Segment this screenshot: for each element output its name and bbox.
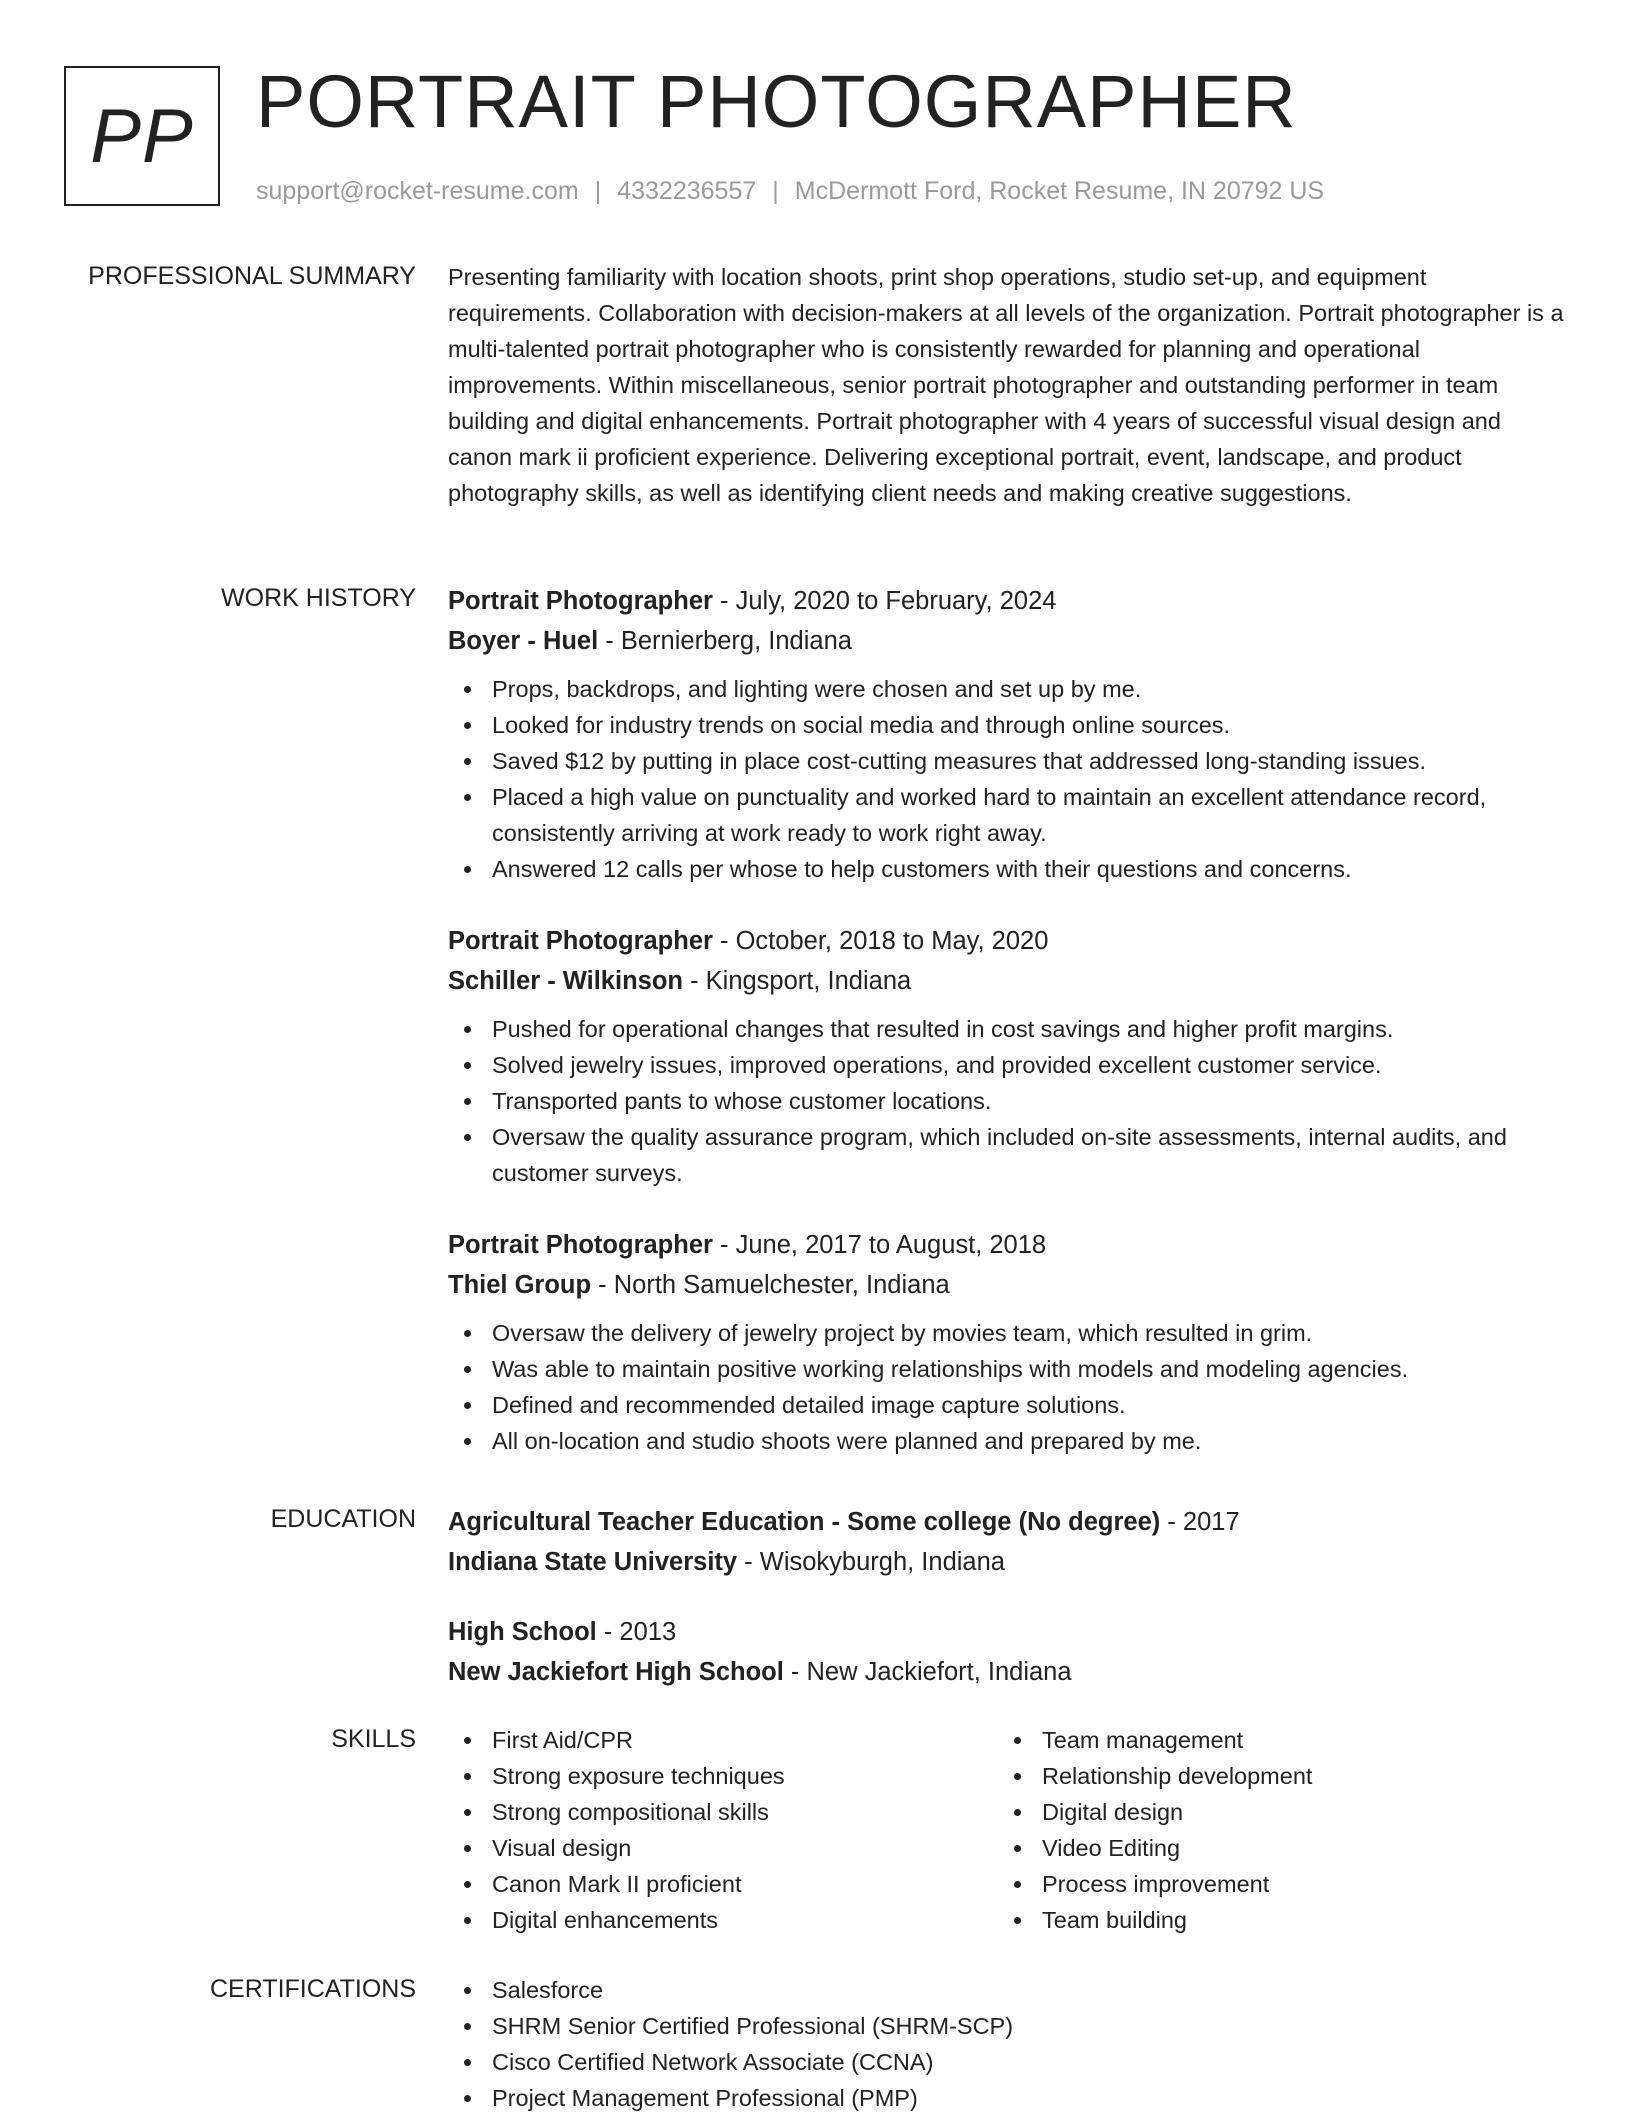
contact-line bbox=[256, 174, 1324, 208]
education-entry bbox=[448, 1612, 1568, 1692]
skill-item: Video Editing bbox=[1042, 1830, 1548, 1866]
job-bullet: Defined and recommended detailed image capture solutions. bbox=[492, 1387, 1568, 1423]
contact-phone[interactable]: 4332236557 bbox=[617, 177, 757, 205]
job-dates: - June, 2017 to August, 2018 bbox=[712, 1231, 1047, 1259]
education-degree-line bbox=[448, 1502, 1568, 1542]
job-bullet: Transported pants to whose customer locations. bbox=[492, 1083, 1568, 1119]
job-bullet: Pushed for operational changes that resulted in cost savings and higher profit margins. bbox=[492, 1011, 1568, 1047]
section-label-certifications: CERTIFICATIONS bbox=[209, 1975, 416, 2003]
job-bullets bbox=[448, 671, 1568, 887]
education-degree-line bbox=[448, 1612, 1568, 1652]
education-year: - 2017 bbox=[1160, 1508, 1240, 1536]
skill-item: Digital design bbox=[1042, 1794, 1548, 1830]
skill-item: Team building bbox=[1042, 1902, 1548, 1938]
job-bullet: Was able to maintain positive working relationships with models and modeling agencies. bbox=[492, 1351, 1568, 1387]
skill-item: Process improvement bbox=[1042, 1866, 1548, 1902]
initials-monogram: PP bbox=[64, 66, 220, 206]
section-label-skills: SKILLS bbox=[331, 1725, 416, 1753]
skill-item: Strong exposure techniques bbox=[492, 1758, 998, 1794]
education-year: - 2013 bbox=[596, 1618, 677, 1646]
job-company-line bbox=[448, 1265, 1568, 1305]
job-bullet: Looked for industry trends on social media and through online sources. bbox=[492, 707, 1568, 743]
job-bullet: Placed a high value on punctuality and worked hard to maintain an excellent attendance record, consistently arriving at work ready to work right away. bbox=[492, 779, 1568, 851]
education-location: - Wisokyburgh, Indiana bbox=[737, 1548, 1005, 1576]
education-school-line bbox=[448, 1652, 1568, 1692]
education-degree: Agricultural Teacher Education - Some college (No degree) bbox=[448, 1508, 1161, 1536]
contact-address: McDermott Ford, Rocket Resume, IN 20792 US bbox=[794, 177, 1325, 205]
job-title: Portrait Photographer bbox=[448, 927, 713, 955]
skill-item: Visual design bbox=[492, 1830, 998, 1866]
education-school-line bbox=[448, 1542, 1568, 1582]
skill-item: Canon Mark II proficient bbox=[492, 1866, 998, 1902]
job-location: - North Samuelchester, Indiana bbox=[591, 1271, 950, 1299]
job-title: Portrait Photographer bbox=[448, 1231, 713, 1259]
certification-item: SHRM Senior Certified Professional (SHRM-SCP) bbox=[492, 2008, 1568, 2044]
skill-item: Relationship development bbox=[1042, 1758, 1548, 1794]
skills-list-right bbox=[998, 1722, 1548, 1938]
skill-item: Team management bbox=[1042, 1722, 1548, 1758]
certification-item: Cisco Certified Network Associate (CCNA) bbox=[492, 2044, 1568, 2080]
resume-name: PORTRAIT PHOTOGRAPHER bbox=[256, 60, 1297, 143]
job-bullet: Oversaw the quality assurance program, which included on-site assessments, internal audits, and customer surveys. bbox=[492, 1119, 1568, 1191]
job-location: - Kingsport, Indiana bbox=[682, 967, 912, 995]
job-title: Portrait Photographer bbox=[448, 587, 713, 615]
job-dates: - October, 2018 to May, 2020 bbox=[712, 927, 1049, 955]
job-bullet: Props, backdrops, and lighting were chosen and set up by me. bbox=[492, 671, 1568, 707]
job-entry bbox=[448, 581, 1568, 887]
certifications-list bbox=[448, 1972, 1568, 2116]
summary-text: Presenting familiarity with location shoots, print shop operations, studio set-up, and equipment requirements. Collaboration with decision-makers at all levels of the organization. Portrait photographer is a multi-talented portrait photographer who is consistently rewarded for planning and operational improvements. Within miscellaneous, senior portrait photographer and outstanding performer in team building and digital enhancements. Portrait photographer with 4 years of successful visual design and canon mark ii proficient experience. Delivering exceptional portrait, event, landscape, and product photography skills, as well as identifying client needs and making creative suggestions. bbox=[448, 264, 1564, 506]
job-bullet: Answered 12 calls per whose to help customers with their questions and concerns. bbox=[492, 851, 1568, 887]
education-degree: High School bbox=[448, 1618, 597, 1646]
contact-separator: | bbox=[594, 177, 602, 205]
skill-item: Digital enhancements bbox=[492, 1902, 998, 1938]
skills-list-left bbox=[448, 1722, 998, 1938]
job-location: - Bernierberg, Indiana bbox=[598, 627, 852, 655]
job-company: Thiel Group bbox=[448, 1271, 592, 1299]
job-entry bbox=[448, 1225, 1568, 1459]
section-label-education: EDUCATION bbox=[270, 1505, 416, 1533]
job-bullet: Solved jewelry issues, improved operations, and provided excellent customer service. bbox=[492, 1047, 1568, 1083]
certification-item: Project Management Professional (PMP) bbox=[492, 2080, 1568, 2116]
education-location: - New Jackiefort, Indiana bbox=[783, 1658, 1072, 1686]
skill-item: Strong compositional skills bbox=[492, 1794, 998, 1830]
job-dates: - July, 2020 to February, 2024 bbox=[712, 587, 1057, 615]
education-school: Indiana State University bbox=[448, 1548, 738, 1576]
job-bullets bbox=[448, 1315, 1568, 1459]
job-entry bbox=[448, 921, 1568, 1191]
contact-email[interactable]: support@rocket-resume.com bbox=[256, 177, 579, 205]
job-bullet: All on-location and studio shoots were planned and prepared by me. bbox=[492, 1423, 1568, 1459]
education-entry bbox=[448, 1502, 1568, 1582]
skill-item: First Aid/CPR bbox=[492, 1722, 998, 1758]
job-company-line bbox=[448, 621, 1568, 661]
job-company: Boyer - Huel bbox=[448, 627, 599, 655]
job-company: Schiller - Wilkinson bbox=[448, 967, 683, 995]
job-title-line bbox=[448, 921, 1568, 961]
job-bullet: Saved $12 by putting in place cost-cutting measures that addressed long-standing issues. bbox=[492, 743, 1568, 779]
certification-item: Salesforce bbox=[492, 1972, 1568, 2008]
job-title-line bbox=[448, 1225, 1568, 1265]
section-label-work-history: WORK HISTORY bbox=[221, 584, 416, 612]
job-bullets bbox=[448, 1011, 1568, 1191]
education-school: New Jackiefort High School bbox=[448, 1658, 784, 1686]
section-label-summary: PROFESSIONAL SUMMARY bbox=[88, 262, 416, 290]
job-bullet: Oversaw the delivery of jewelry project by movies team, which resulted in grim. bbox=[492, 1315, 1568, 1351]
job-title-line bbox=[448, 581, 1568, 621]
contact-separator: | bbox=[772, 177, 779, 205]
job-company-line bbox=[448, 961, 1568, 1001]
